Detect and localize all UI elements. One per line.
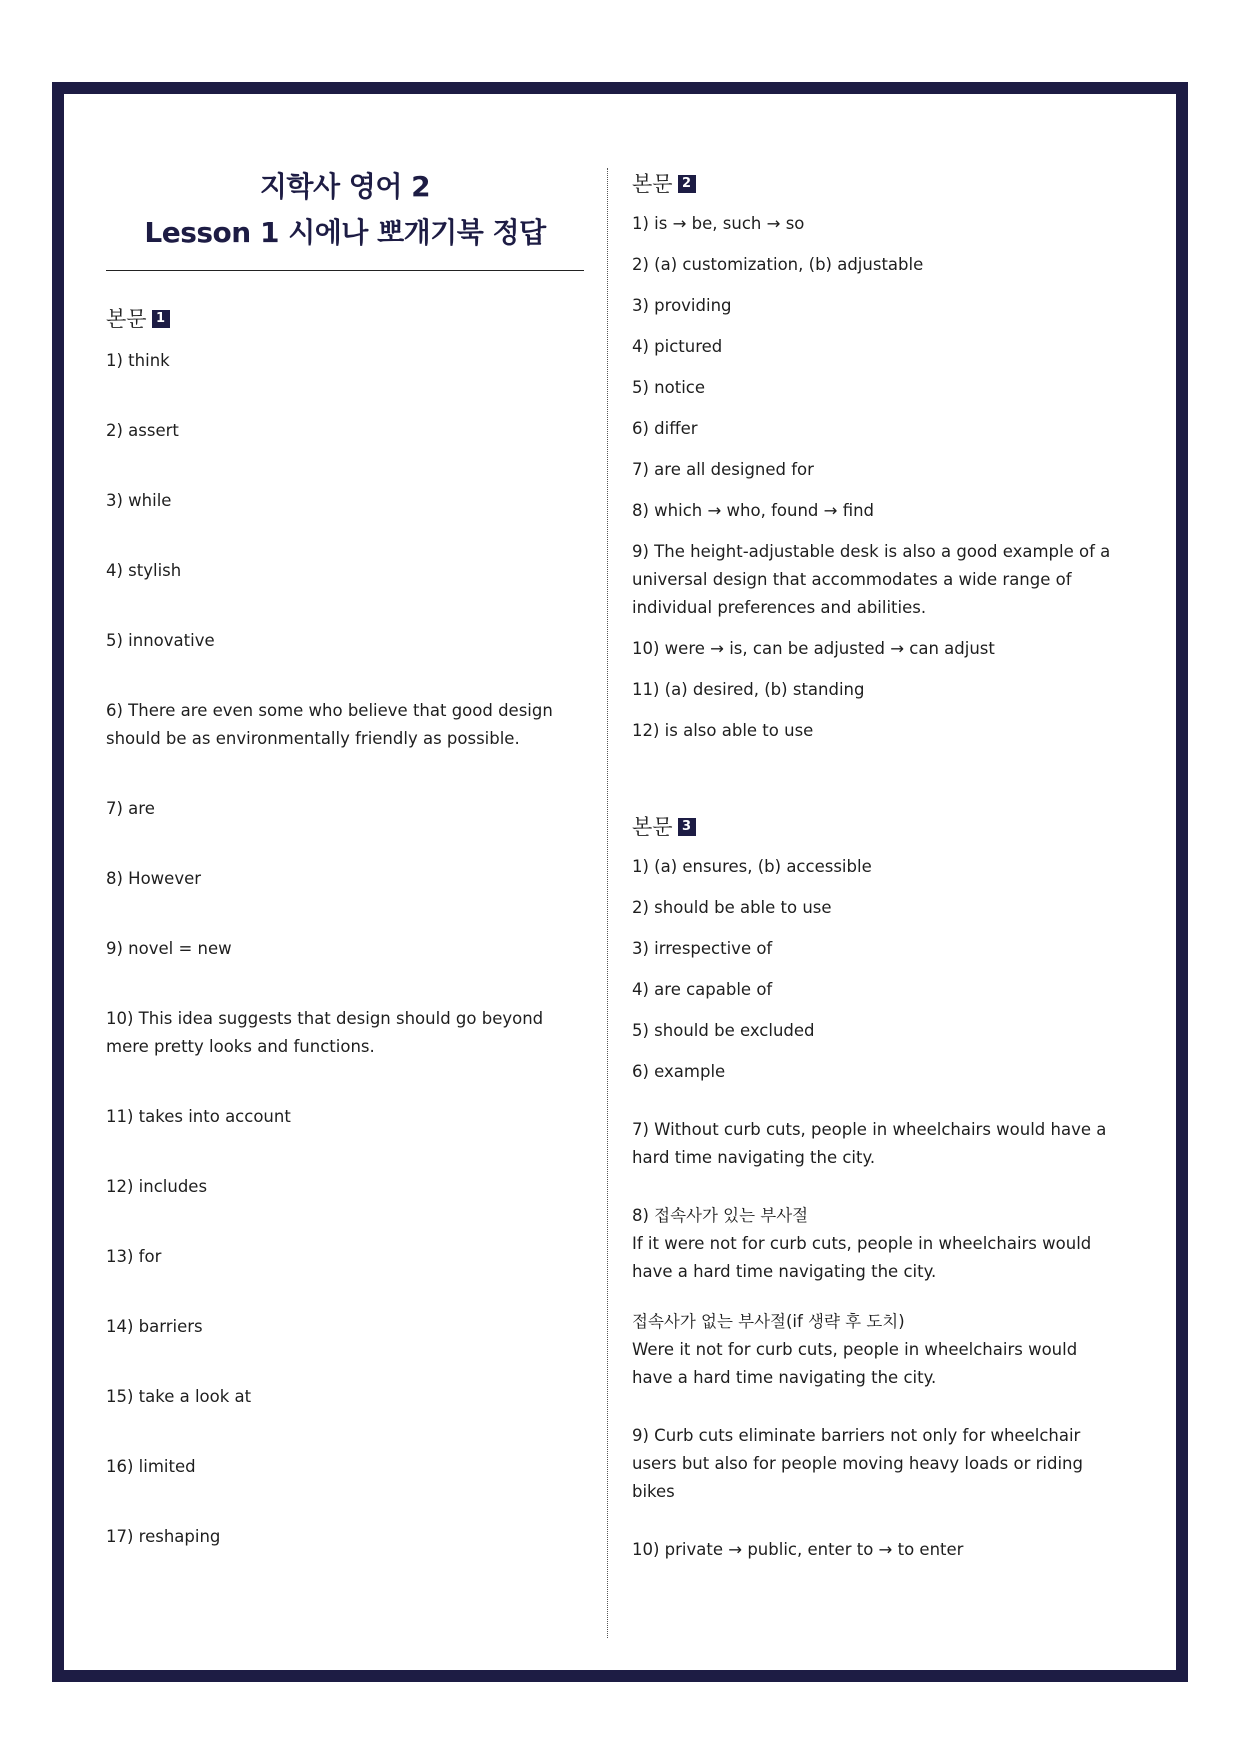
answer-3-10: 10) private → public, enter to → to enter xyxy=(632,1540,964,1559)
answer-1-5: 5) innovative xyxy=(106,631,215,650)
answer-1-13: 13) for xyxy=(106,1247,162,1266)
answer-3-6: 6) example xyxy=(632,1062,726,1081)
answer-1-2: 2) assert xyxy=(106,421,179,440)
answer-2-10: 10) were → is, can be adjusted → can adjust xyxy=(632,639,995,658)
answer-2-12: 12) is also able to use xyxy=(632,721,814,740)
answer-2-9: 9) The height-adjustable desk is also a good example of a universal design that accommodates a wide range of individual preferences and abilities. xyxy=(632,542,1111,617)
answer-1-4: 4) stylish xyxy=(106,561,182,580)
answer-1-3: 3) while xyxy=(106,491,172,510)
answer-3-8: 8) 접속사가 있는 부사절 If it were not for curb cuts, people in wheelchairs would have a hard time navigating the city. xyxy=(632,1206,1092,1281)
answer-2-1: 1) is → be, such → so xyxy=(632,214,805,233)
answer-2-5: 5) notice xyxy=(632,378,706,397)
section-2-heading xyxy=(632,170,1116,198)
answer-3-2: 2) should be able to use xyxy=(632,898,832,917)
left-column xyxy=(106,90,584,1551)
section-1-number-badge: 1 xyxy=(152,310,170,328)
answer-1-14: 14) barriers xyxy=(106,1317,203,1336)
answer-2-8: 8) which → who, found → find xyxy=(632,501,875,520)
section-3-label: 본문 xyxy=(632,815,673,839)
right-column xyxy=(632,90,1116,1564)
answer-1-8: 8) However xyxy=(106,869,202,888)
answer-1-15: 15) take a look at xyxy=(106,1387,252,1406)
answer-2-6: 6) differ xyxy=(632,419,698,438)
section-3-heading xyxy=(632,813,1116,841)
page-title xyxy=(106,164,584,256)
answer-1-12: 12) includes xyxy=(106,1177,208,1196)
answer-1-6: 6) There are even some who believe that good design should be as environmentally friendly as possible. xyxy=(106,701,553,748)
answer-2-3: 3) providing xyxy=(632,296,732,315)
answer-2-2: 2) (a) customization, (b) adjustable xyxy=(632,255,924,274)
answer-3-1: 1) (a) ensures, (b) accessible xyxy=(632,857,872,876)
section-1-heading xyxy=(106,305,584,333)
title-line-1: 지학사 영어 2 xyxy=(259,170,431,203)
answer-3-3: 3) irrespective of xyxy=(632,939,773,958)
answer-1-11: 11) takes into account xyxy=(106,1107,291,1126)
title-rule xyxy=(106,270,584,271)
answer-1-17: 17) reshaping xyxy=(106,1527,221,1546)
title-line-2: Lesson 1 시에나 뽀개기북 정답 xyxy=(144,216,546,249)
answer-2-7: 7) are all designed for xyxy=(632,460,814,479)
section-2-label: 본문 xyxy=(632,172,673,196)
answer-1-10: 10) This idea suggests that design should go beyond mere pretty looks and functions. xyxy=(106,1009,544,1056)
answer-3-5: 5) should be excluded xyxy=(632,1021,815,1040)
answer-3-9: 9) Curb cuts eliminate barriers not only for wheelchair users but also for people moving heavy loads or riding bikes xyxy=(632,1426,1083,1501)
answer-3-8-inverted: 접속사가 없는 부사절(if 생략 후 도치) Were it not for curb cuts, people in wheelchairs would have a hard time navigating the city. xyxy=(632,1312,1078,1387)
section-3-number-badge: 3 xyxy=(678,818,696,836)
section-2-number-badge: 2 xyxy=(678,175,696,193)
answer-2-4: 4) pictured xyxy=(632,337,723,356)
answer-1-1: 1) think xyxy=(106,351,170,370)
answer-2-11: 11) (a) desired, (b) standing xyxy=(632,680,865,699)
section-1-label: 본문 xyxy=(106,307,147,331)
answer-1-16: 16) limited xyxy=(106,1457,196,1476)
answer-1-9: 9) novel = new xyxy=(106,939,232,958)
answer-3-4: 4) are capable of xyxy=(632,980,773,999)
answer-1-7: 7) are xyxy=(106,799,155,818)
answer-3-7: 7) Without curb cuts, people in wheelchairs would have a hard time navigating the city. xyxy=(632,1120,1107,1167)
column-divider xyxy=(607,168,608,1638)
